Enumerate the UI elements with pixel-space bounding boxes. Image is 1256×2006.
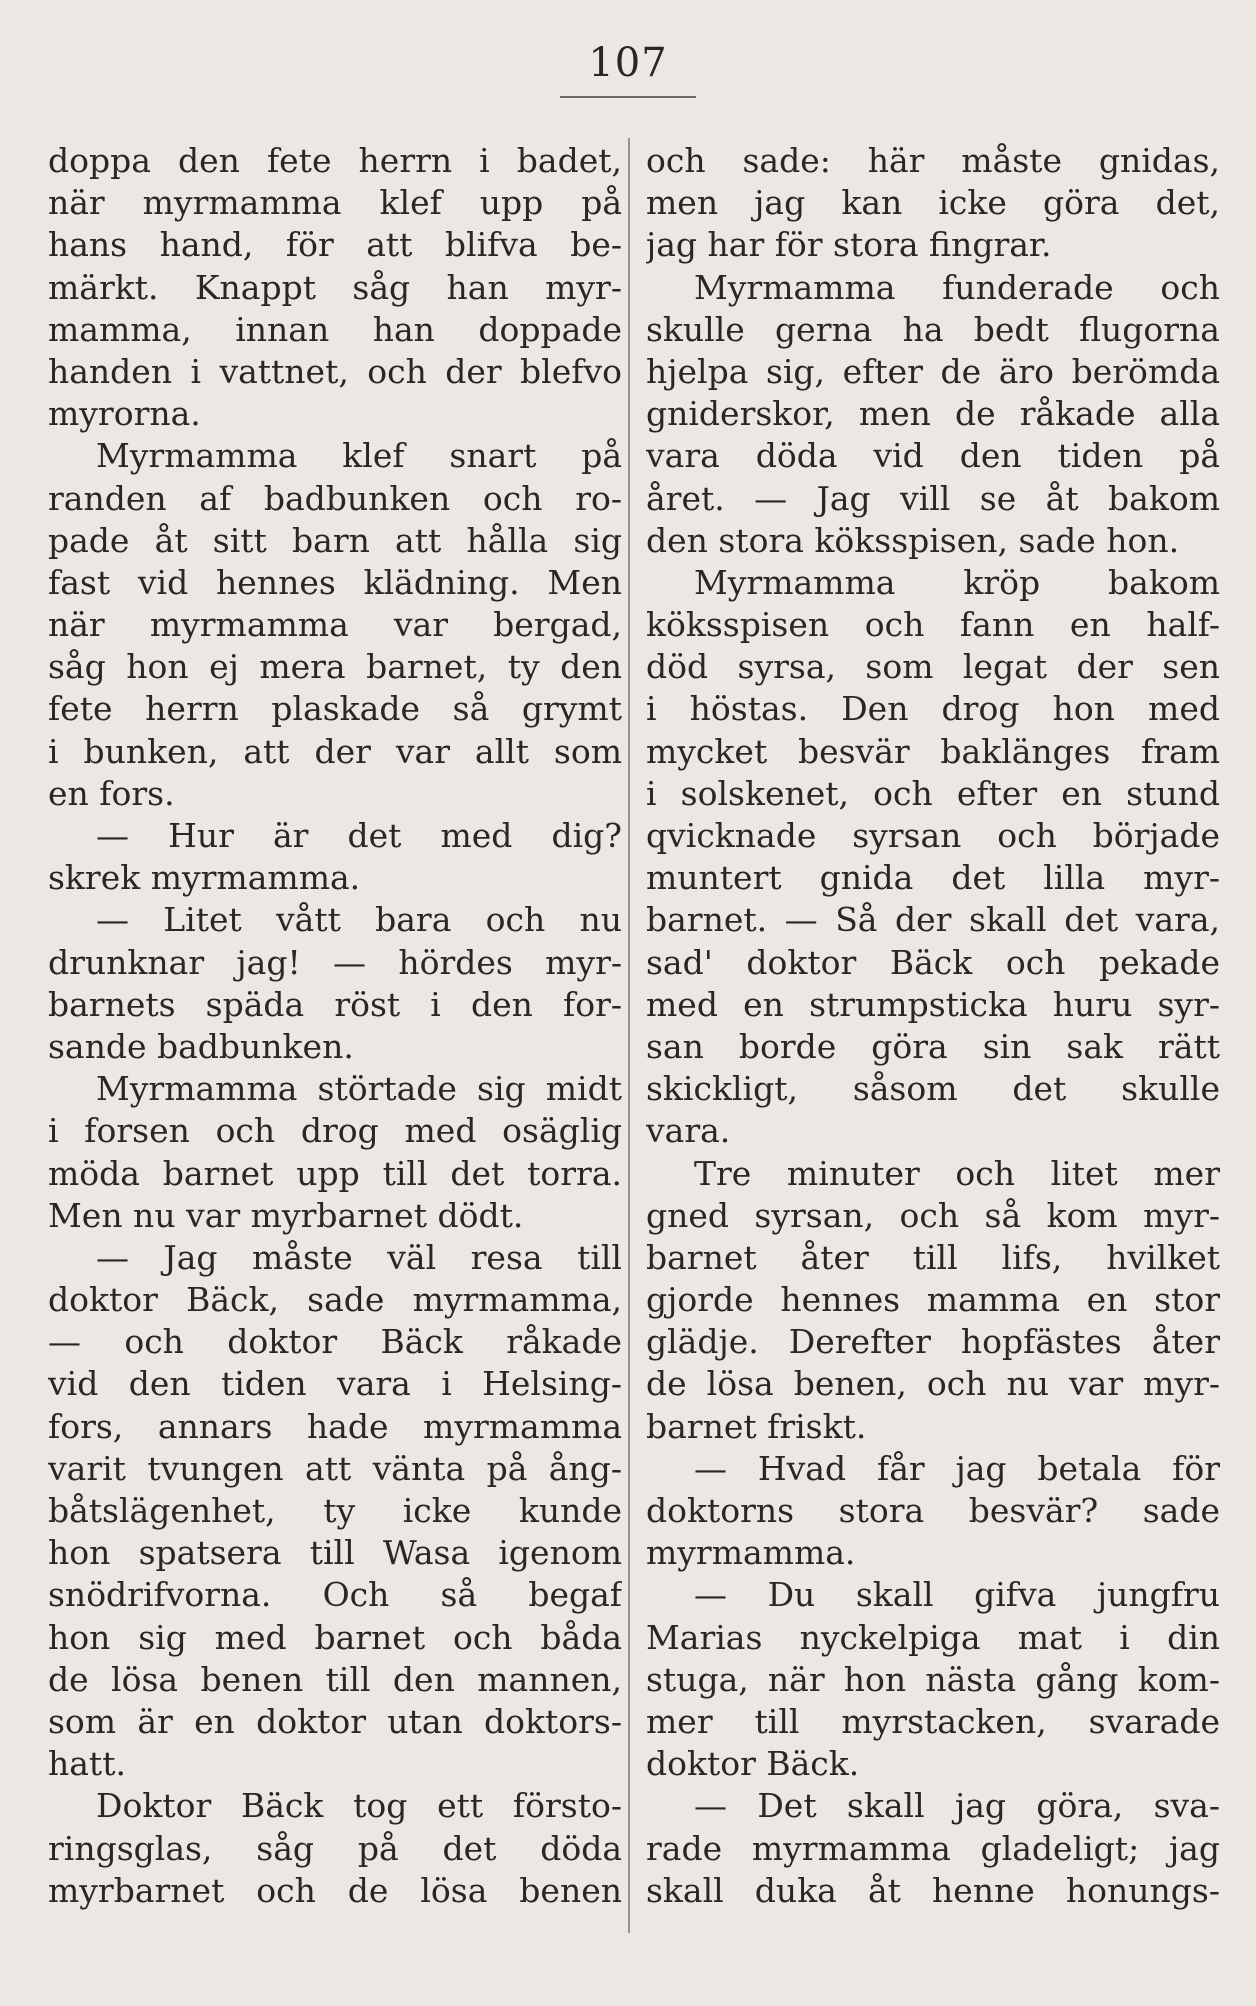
text-line: vara döda vid den tiden på xyxy=(646,436,1220,476)
text-line: vid den tiden vara i Helsing- xyxy=(48,1364,622,1404)
text-line: när myrmamma var bergad, xyxy=(48,605,622,645)
text-line: — Litet vått bara och nu xyxy=(96,900,622,940)
text-line: — Det skall jag göra, sva- xyxy=(694,1786,1220,1826)
text-line: hon sig med barnet och båda xyxy=(48,1617,622,1657)
text-line: men jag kan icke göra det, xyxy=(646,183,1220,223)
text-line: hon spatsera till Wasa igenom xyxy=(48,1533,622,1573)
text-line: jag har för stora fingrar. xyxy=(646,225,1052,265)
text-line: muntert gnida det lilla myr- xyxy=(646,858,1220,898)
text-line: köksspisen och fann en half- xyxy=(646,605,1220,645)
text-line: barnet. — Så der skall det vara, xyxy=(646,900,1220,940)
left-column xyxy=(48,140,622,1912)
text-line: pade åt sitt barn att hålla sig xyxy=(48,520,622,560)
header-rule xyxy=(560,96,696,98)
text-line: glädje. Derefter hopfästes åter xyxy=(646,1322,1220,1362)
column-divider xyxy=(628,138,630,1933)
text-line: — och doktor Bäck råkade xyxy=(48,1322,622,1362)
text-line: hatt. xyxy=(48,1744,126,1784)
text-line: året. — Jag vill se åt bakom xyxy=(646,478,1220,518)
text-line: barnet åter till lifs, hvilket xyxy=(646,1237,1220,1277)
text-line: randen af badbunken och ro- xyxy=(48,478,622,518)
text-line: drunknar jag! — hördes myr- xyxy=(48,942,622,982)
text-line: myrmamma. xyxy=(646,1533,856,1573)
text-line: när myrmamma klef upp på xyxy=(48,183,622,223)
text-line: varit tvungen att vänta på ång- xyxy=(48,1448,622,1488)
text-line: Myrmamma klef snart på xyxy=(96,436,622,476)
text-line: san borde göra sin sak rätt xyxy=(646,1026,1220,1066)
text-line: doktor Bäck, sade myrmamma, xyxy=(48,1280,622,1320)
text-line: ringsglas, såg på det döda xyxy=(48,1828,622,1868)
text-line: Myrmamma funderade och xyxy=(694,267,1220,307)
text-line: skall duka åt henne honungs- xyxy=(646,1870,1220,1910)
text-line: sande badbunken. xyxy=(48,1026,354,1066)
text-line: skickligt, såsom det skulle xyxy=(646,1069,1220,1109)
text-line: skulle gerna ha bedt flugorna xyxy=(646,309,1220,349)
text-line: i bunken, att der var allt som xyxy=(48,731,622,771)
text-line: gniderskor, men de råkade alla xyxy=(646,394,1220,434)
text-line: med en strumpsticka huru syr- xyxy=(646,984,1220,1024)
text-line: — Jag måste väl resa till xyxy=(96,1237,622,1277)
text-line: de lösa benen, och nu var myr- xyxy=(646,1364,1220,1404)
text-line: sad' doktor Bäck och pekade xyxy=(646,942,1220,982)
text-line: doktorns stora besvär? sade xyxy=(646,1491,1220,1530)
text-line: märkt. Knappt såg han myr- xyxy=(48,267,622,307)
text-line: vara. xyxy=(646,1111,731,1151)
text-line: som är en doktor utan doktors- xyxy=(48,1701,622,1741)
text-line: qvicknade syrsan och började xyxy=(646,816,1220,855)
text-line: handen i vattnet, och der blefvo xyxy=(48,351,622,391)
text-line: fast vid hennes klädning. Men xyxy=(48,562,622,602)
text-line: Myrmamma störtade sig midt xyxy=(96,1069,622,1109)
text-line: rade myrmamma gladeligt; jag xyxy=(646,1828,1220,1868)
text-line: Doktor Bäck tog ett försto- xyxy=(96,1786,622,1826)
text-line: myrbarnet och de lösa benen xyxy=(48,1870,622,1910)
text-line: i solskenet, och efter en stund xyxy=(646,773,1220,813)
text-line: i forsen och drog med osäglig xyxy=(48,1111,622,1151)
text-line: — Hvad får jag betala för xyxy=(694,1448,1220,1488)
text-line: doppa den fete herrn i badet, xyxy=(48,141,622,180)
text-line: i höstas. Den drog hon med xyxy=(646,689,1220,729)
text-line: doktor Bäck. xyxy=(646,1744,860,1784)
text-line: fete herrn plaskade så grymt xyxy=(48,689,622,729)
text-line: barnets späda röst i den for- xyxy=(48,984,622,1024)
text-line: död syrsa, som legat der sen xyxy=(646,647,1220,687)
page-number: 107 xyxy=(588,40,668,86)
text-line: båtslägenhet, ty icke kunde xyxy=(48,1491,622,1530)
text-line: skrek myrmamma. xyxy=(48,858,361,898)
text-line: hjelpa sig, efter de äro berömda xyxy=(646,351,1220,391)
text-line: gjorde hennes mamma en stor xyxy=(646,1280,1220,1320)
text-line: Myrmamma kröp bakom xyxy=(694,562,1220,602)
text-line: mamma, innan han doppade xyxy=(48,309,622,349)
text-line: den stora köksspisen, sade hon. xyxy=(646,520,1180,560)
text-line: myrorna. xyxy=(48,394,201,434)
text-line: en fors. xyxy=(48,773,175,813)
text-line: gned syrsan, och så kom myr- xyxy=(646,1195,1220,1235)
text-line: de lösa benen till den mannen, xyxy=(48,1659,622,1699)
text-line: Men nu var myrbarnet dödt. xyxy=(48,1195,524,1235)
text-line: — Du skall gifva jungfru xyxy=(694,1575,1220,1615)
text-line: mer till myrstacken, svarade xyxy=(646,1701,1220,1741)
text-line: snödrifvorna. Och så begaf xyxy=(48,1575,622,1615)
right-column xyxy=(646,140,1220,1912)
text-line: hans hand, för att blifva be- xyxy=(48,225,622,265)
text-line: Marias nyckelpiga mat i din xyxy=(646,1617,1220,1657)
text-line: Tre minuter och litet mer xyxy=(694,1153,1220,1193)
text-line: såg hon ej mera barnet, ty den xyxy=(48,647,622,687)
text-line: mycket besvär baklänges fram xyxy=(646,731,1220,771)
text-line: fors, annars hade myrmamma xyxy=(48,1406,622,1446)
text-line: och sade: här måste gnidas, xyxy=(646,141,1220,180)
text-line: barnet friskt. xyxy=(646,1406,867,1446)
text-line: stuga, när hon nästa gång kom- xyxy=(646,1659,1220,1699)
text-line: — Hur är det med dig? xyxy=(96,816,622,855)
text-line: möda barnet upp till det torra. xyxy=(48,1153,622,1193)
